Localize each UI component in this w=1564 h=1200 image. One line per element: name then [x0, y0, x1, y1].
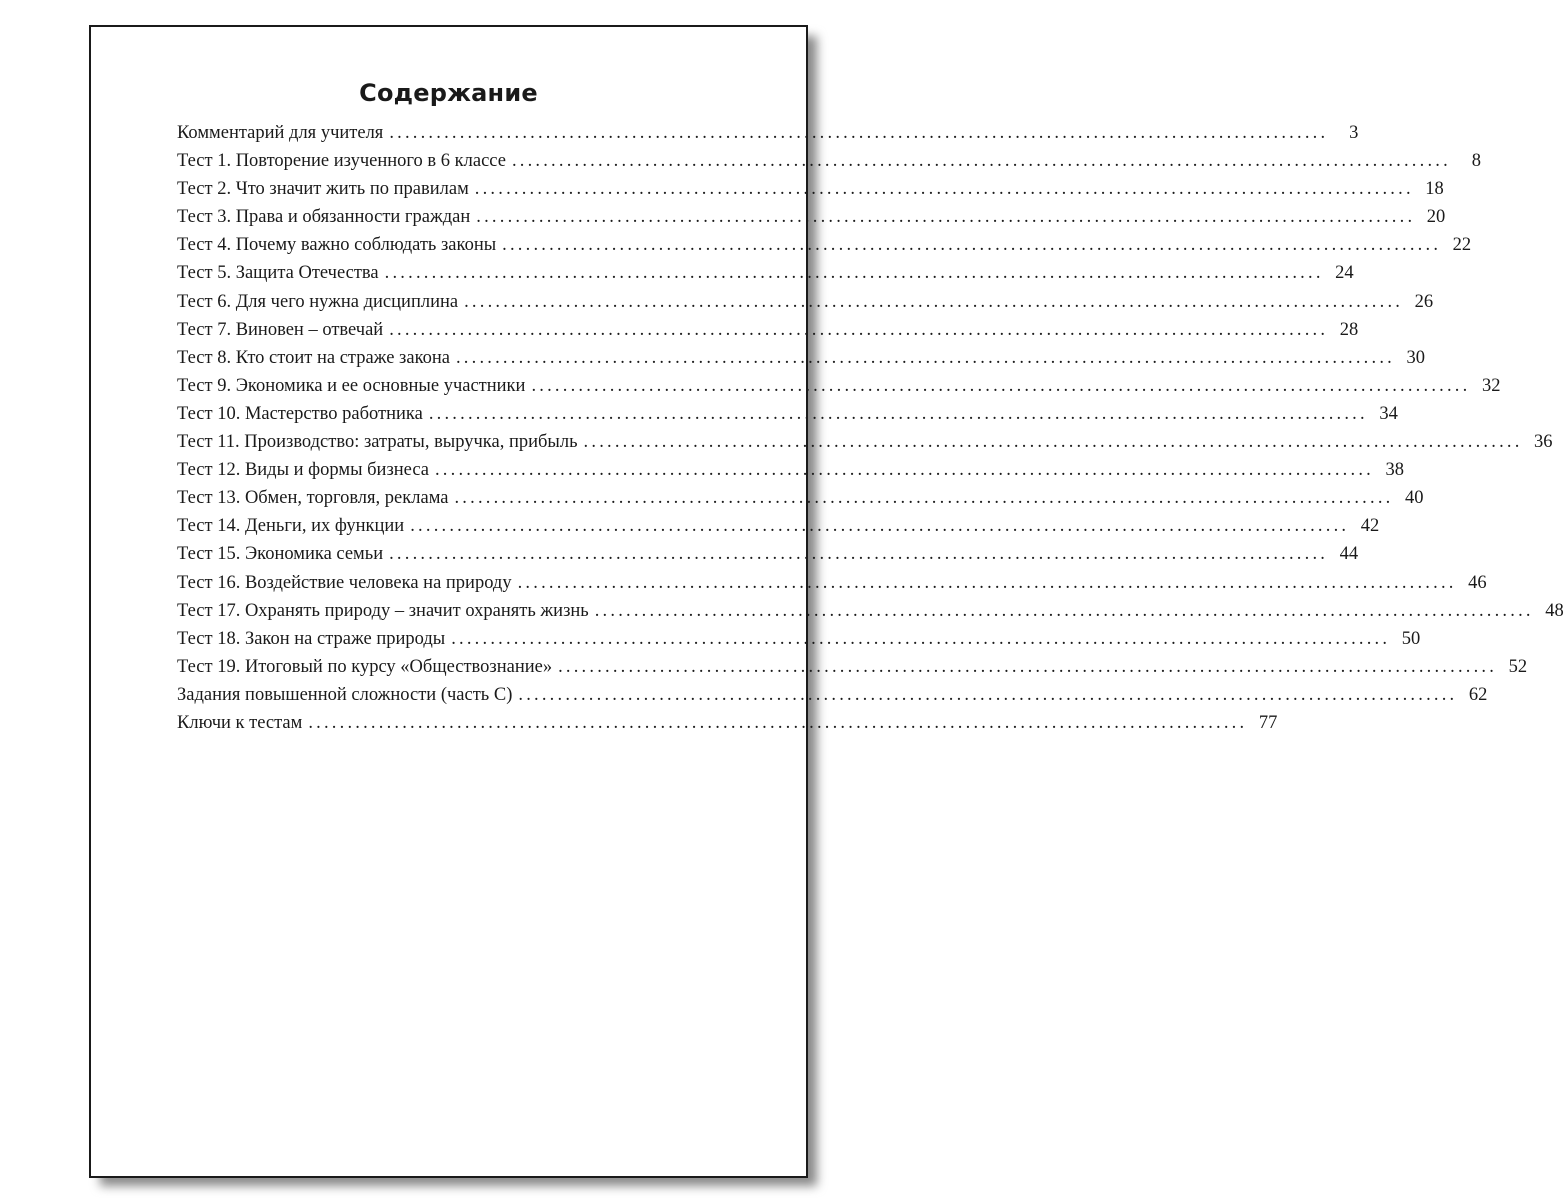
toc-entry-title: Задания повышенной сложности (часть С) [177, 684, 513, 705]
toc-dot-leader: ........................................................................................................................ [531, 375, 1471, 396]
toc-entry-page-number: 26 [1414, 291, 1434, 312]
toc-entry [177, 488, 1424, 516]
toc-entry-title: Ключи к тестам [177, 712, 303, 733]
toc-entry-page-number: 52 [1508, 656, 1528, 677]
toc-entry [177, 291, 1434, 320]
toc-entry-title: Тест 5. Защита Отечества [177, 263, 379, 284]
toc-dot-leader: ........................................................................................................................ [389, 319, 1329, 340]
toc-dot-leader: ........................................................................................................................ [308, 712, 1248, 733]
toc-entry-title: Тест 9. Экономика и ее основные участники [177, 375, 526, 396]
toc-entry-title: Тест 12. Виды и формы бизнеса [177, 460, 429, 481]
toc-entry-title: Тест 15. Экономика семьи [177, 544, 384, 565]
toc-entry [177, 432, 1553, 460]
toc-dot-leader: ........................................................................................................................ [451, 628, 1391, 649]
toc-entry-page-number: 46 [1468, 572, 1487, 593]
toc-entry-page-number: 36 [1534, 432, 1553, 453]
toc-entry-page-number: 8 [1471, 151, 1481, 172]
document-page [89, 25, 1564, 1178]
toc-entry [177, 712, 1278, 741]
toc-entry [177, 347, 1425, 376]
toc-entry-title: Тест 8. Кто стоит на страже закона [177, 347, 450, 368]
toc-dot-leader: ........................................................................................................................ [464, 291, 1404, 312]
toc-entry-page-number: 62 [1468, 684, 1488, 705]
toc-entry-title: Тест 2. Что значит жить по правилам [177, 179, 469, 200]
toc-entry-page-number: 77 [1258, 712, 1278, 733]
toc-entry-page-number: 38 [1385, 460, 1404, 481]
toc-dot-leader: ........................................................................................................................ [511, 151, 1451, 172]
toc-entry-page-number: 30 [1406, 347, 1425, 368]
toc-dot-leader: ........................................................................................................................ [583, 432, 1523, 453]
toc-entry [177, 572, 1487, 601]
toc-dot-leader: ........................................................................................................................ [454, 488, 1394, 509]
toc-entry [177, 544, 1359, 572]
toc-entry [177, 375, 1501, 404]
toc-dot-leader: ........................................................................................................................ [502, 235, 1442, 256]
toc-dot-leader: ........................................................................................................................ [594, 600, 1534, 621]
toc-entry-title: Тест 3. Права и обязанности граждан [177, 207, 471, 228]
toc-entry [177, 403, 1398, 432]
toc-entry-page-number: 48 [1545, 600, 1564, 621]
toc-entry [177, 319, 1359, 348]
toc-dot-leader: ........................................................................................................................ [389, 123, 1329, 143]
toc-entry-page-number: 3 [1349, 123, 1359, 143]
toc-entry-page-number: 24 [1335, 263, 1354, 284]
toc-entry [177, 600, 1564, 629]
toc-entry-title: Тест 7. Виновен – отвечай [177, 319, 384, 340]
toc-entry-page-number: 28 [1339, 319, 1359, 340]
toc-entry-page-number: 18 [1425, 179, 1444, 200]
toc-entry-title: Тест 14. Деньги, их функции [177, 516, 405, 537]
toc-entry-page-number: 40 [1404, 488, 1424, 509]
toc-entry-page-number: 32 [1481, 375, 1501, 396]
toc-dot-leader: ........................................................................................................................ [558, 656, 1498, 677]
toc-entry-page-number: 20 [1426, 207, 1446, 228]
toc-entry-title: Тест 1. Повторение изученного в 6 классе [177, 151, 506, 172]
toc-entry-page-number: 22 [1452, 235, 1472, 256]
toc-dot-leader: ........................................................................................................................ [428, 403, 1368, 424]
toc-entry-title: Тест 4. Почему важно соблюдать законы [177, 235, 497, 256]
toc-entry-title: Комментарий для учителя [177, 123, 384, 143]
toc-dot-leader: ........................................................................................................................ [455, 347, 1395, 368]
toc-entry-title: Тест 11. Производство: затраты, выручка, прибыль [177, 432, 578, 453]
toc-entry [177, 516, 1380, 544]
toc-entry-title: Тест 19. Итоговый по курсу «Обществознание» [177, 656, 553, 677]
toc-entry-title: Тест 16. Воздействие человека на природу [177, 572, 512, 593]
toc-entry [177, 207, 1446, 235]
toc-entry-page-number: 42 [1360, 516, 1380, 537]
table-of-contents [177, 123, 1564, 741]
toc-entry [177, 628, 1421, 657]
toc-dot-leader: ........................................................................................................................ [517, 572, 1457, 593]
toc-dot-leader: ........................................................................................................................ [518, 684, 1458, 705]
toc-dot-leader: ........................................................................................................................ [389, 544, 1329, 565]
toc-entry-title: Тест 10. Мастерство работника [177, 403, 423, 424]
toc-dot-leader: ........................................................................................................................ [410, 516, 1350, 537]
toc-entry-page-number: 50 [1401, 628, 1421, 649]
toc-dot-leader: ........................................................................................................................ [384, 263, 1324, 284]
toc-entry-page-number: 44 [1339, 544, 1359, 565]
toc-entry-title: Тест 17. Охранять природу – значит охранять жизнь [177, 600, 589, 621]
page-title: Содержание [359, 79, 538, 107]
toc-entry [177, 684, 1488, 713]
toc-entry-title: Тест 18. Закон на страже природы [177, 628, 446, 649]
toc-entry-title: Тест 6. Для чего нужна дисциплина [177, 291, 459, 312]
toc-entry [177, 179, 1444, 207]
toc-entry [177, 235, 1472, 263]
toc-dot-leader: ........................................................................................................................ [434, 460, 1374, 481]
toc-entry-page-number: 34 [1379, 403, 1398, 424]
toc-dot-leader: ........................................................................................................................ [476, 207, 1416, 228]
toc-entry [177, 151, 1481, 179]
toc-entry [177, 656, 1528, 685]
toc-entry-title: Тест 13. Обмен, торговля, реклама [177, 488, 449, 509]
toc-entry [177, 460, 1404, 488]
toc-dot-leader: ........................................................................................................................ [474, 179, 1414, 200]
toc-entry [177, 123, 1359, 151]
toc-entry [177, 263, 1354, 291]
